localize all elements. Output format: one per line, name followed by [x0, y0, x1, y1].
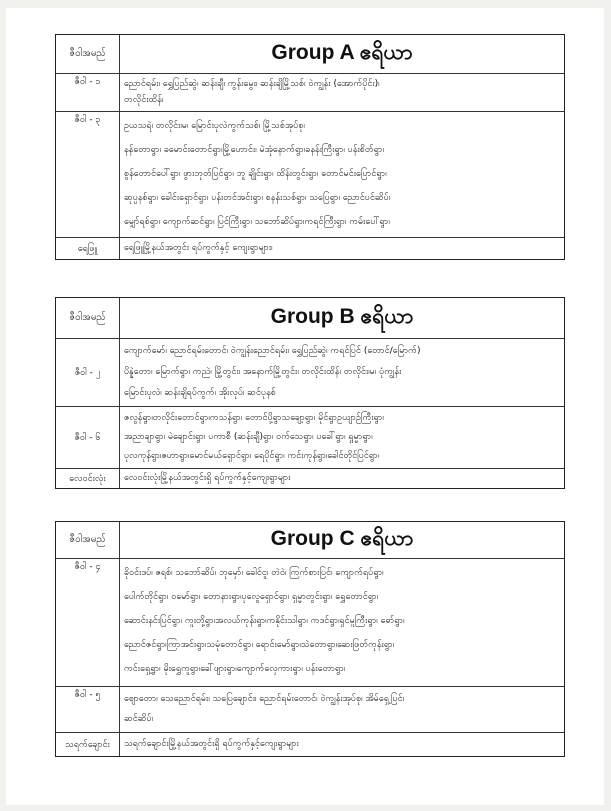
zone-name-header: ဇီဝါအမည်	[56, 298, 120, 338]
area-line: ပုလကုန်ရွာ၊ဇဟာရွာ၊မောင်မယ်ရှောင်ရွာ၊ ရေပိုင်ရွာ၊ ကင်းကုန်ရွာ၊ခေါင်တိုင်ပြင်ရွာ၊	[124, 451, 380, 461]
zone-areas	[120, 112, 564, 237]
table-header-row	[56, 522, 564, 558]
area-line: လေဝင်းလုံးမြို့နယ်အတွင်းရှိ ရပ်ကွက်နှင့်ကျေးရွာများ	[124, 473, 291, 483]
zone-areas	[120, 238, 564, 259]
group-c-table	[55, 521, 565, 757]
zone-name-header: ဇီဝါအမည်	[56, 35, 120, 73]
area-line: ညောင်ရမ်း၊ ရွှေပြည်ဆွဲ၊ ဆန်းချီ၊ ကွန်းမွေး၊ ဆန်းချိမြို့သစ်၊ ဝဲကျွန်း (အောက်ပိုင်း)၊	[124, 79, 380, 89]
table-row	[56, 686, 564, 732]
area-line: ဆင်ဆိပ်၊	[124, 714, 153, 724]
area-line: ဆုပ္ပနစ်ရွာ၊ ခေါင်းရှောင်ရွာ၊ ပန်းတင်အင်းရွာ၊ စနန်းသစ်ရွာ၊ သပြေရွာ၊ ညောင်ပင်ဆိပ်၊	[124, 193, 391, 203]
area-line: ဥယသရဲ၊ တလိုင်း၊မ၊ မြောင်းပုလဲကွက်သစ်၊ မြို့သစ်အုပ်စု၊	[124, 121, 305, 131]
zone-label: ဇီဝါ - ၂	[56, 339, 120, 406]
table-row	[56, 558, 564, 686]
zone-label: ဇီဝါ - ၅	[56, 687, 120, 732]
area-line: အညာချာရွာ၊ မဲချောင်းရွာ၊ ပကာစီ (ဆန်းချီ)ရွာ၊ ဝက်သေရွာ၊ ပခေါ်ရွာ၊ ရှုမ္မာရွာ၊	[124, 432, 373, 442]
zone-label: ဇီဝါ - ၆	[56, 407, 120, 468]
area-line: စွန်တောင်ပေါ်ရွာ၊ ဖွားဘုတ်ပြင်ရွာ၊ ဘူ ချိုင်းရွာ၊ ထိန်းတွင်းရွာ၊ တောင်မင်းပြောင်ရွာ၊	[124, 169, 387, 179]
zone-label: ရေဖြူ	[56, 238, 120, 259]
area-line: ဈောတော၊ သေညောင်ရမ်း၊ သပြေချောင်း၊ ညောင်ရမ်းတောင်၊ ဝဲကျွန်းအုပ်စု၊ အိမ်ရှေ့ပြင်၊	[124, 694, 405, 704]
area-line: ခိုဝင်းဒပ်၊ ဇရစ်၊ သဘော်ဆိပ်၊ ဘုမှော်၊ ခေါင်ငူ၊ တဲဝဲ၊ ကြက်စားပြင်၊ ကျောက်ရပ်ရွာ၊	[124, 568, 384, 578]
area-line: နန်တောရွာ၊ ခမောင်းတောင်ရွာ၊မြို့ဟောင်း၊ မဲအုံနောက်ရွာ၊ခနန်းကြီးရွာ၊ ပန်းစိတ်ရွာ၊	[124, 145, 384, 155]
zone-label: ဇီဝါ - ၁	[56, 74, 120, 111]
zone-areas	[120, 559, 564, 686]
area-line: ရေဖြူမြို့နယ်အတွင်း ရပ်ကွက်နှင့် ကျေးရွာများ၊	[124, 243, 273, 253]
group-b-table	[55, 297, 565, 489]
area-line: ကျောက်မော်၊ ညောင်ရမ်းတောင်၊ ဝဲကျွန်းညောင်ရမ်း၊ ရွှေပြည်ဆွဲ၊ ကရင်ပြင် (တောင်/မြောက်)	[124, 346, 421, 356]
table-row	[56, 732, 564, 756]
area-line: ကင်းရှေ့ရွာ၊ မိုးရွှေကူရွာ၊ခေါ်ဖျားရွာ၊ကျောက်လှေကားရွာ၊ ပန်းတောရွာ၊	[124, 664, 346, 674]
table-row	[56, 406, 564, 468]
zone-label: ဇီဝါ - ၃	[56, 112, 120, 237]
group-a-table	[55, 34, 565, 260]
zone-name-header: ဇီဝါအမည်	[56, 522, 120, 558]
group-a-title: Group A ဧရိယာ	[271, 40, 413, 64]
zone-areas	[120, 339, 564, 406]
area-line: ပေါက်တိုင်ရွာ၊ ဝမော်ရွာ၊ တောနားရွာ၊ပုလွေရှောင်ရွာ၊ ရှမ္မာတွင်းရွာ၊ ရွှေတောင်ရွာ၊	[124, 592, 379, 602]
table-row	[56, 111, 564, 237]
table-row	[56, 338, 564, 406]
table-row	[56, 468, 564, 488]
area-line: မျှော်ရစ်ရွာ၊ ကျောက်ဆင်ရွာ၊ ပြင်ကြီးရွာ၊ သဘော်ဆိပ်ရွာ၊ကရင်ကြီးရွာ၊ ကမ်းပေါ်ရွာ၊	[124, 217, 390, 227]
area-line: တလိုင်းထိန်၊	[124, 95, 164, 105]
zone-areas	[120, 733, 564, 756]
area-line: သရက်ချောင်းမြို့နယ်အတွင်းရှိ ရပ်ကွက်နှင့်ကျေးရွာများ	[124, 739, 299, 749]
group-c-title: Group C ဧရိယာ	[270, 526, 414, 550]
document-page	[6, 8, 604, 805]
table-header-row	[56, 298, 564, 338]
table-row	[56, 73, 564, 111]
area-line: ဇလွန်ရွာ၊တလိုင်းတောင်ရွာ၊ကသန်ရွာ၊ တောင်ပို့ရွာသချော့ရွာ၊ မိုင်ရွာဥယျာဉ်ကြီးရွာ၊	[124, 413, 384, 423]
zone-areas	[120, 687, 564, 732]
group-b-title: Group B ဧရိယာ	[270, 304, 414, 328]
area-line: ညောင်ဇင်ရွာ၊ကြာအင်းရွာ၊သမုံတောင်ရွာ၊ ရောင်းမော်ရွာ၊သဲတောရွာ၊ဆေးဖြတ်ကုန်းရွာ၊	[124, 640, 395, 650]
zone-label: လေဝင်းလုံး	[56, 469, 120, 488]
zone-areas	[120, 407, 564, 468]
zone-label: ဇီဝါ - ၄	[56, 559, 120, 686]
table-header-row	[56, 35, 564, 73]
zone-label: သရက်ချောင်း	[56, 733, 120, 756]
area-line: ပိန္နဲတော၊ မြောက်ရွာ၊ ကညဲ၊ မြို့တွင်း၊ အနောက်မြို့တွင်း၊ တလိုင်းထိန်၊ တလိုင်း၊မ၊ ပုံကျွန်း	[124, 367, 402, 377]
zone-areas	[120, 74, 564, 111]
area-line: ဆောင်းနင်းပြင်ရွာ၊ ကူးတို့ရွာ၊အလယ်ကုန်းရွာ၊ကနိုင်းသါရွာ၊ ကဒင်ရွာ၊ရှင်မူကြီးရွာ၊ ဓော်ရွာ၊	[124, 616, 405, 626]
area-line: မြောင်းပုလဲ၊ ဆန်းချိရပ်ကွက်၊ အိုးလုပ်၊ ဆင်ပုနစ်	[124, 388, 276, 398]
zone-areas	[120, 469, 564, 488]
table-row	[56, 237, 564, 259]
